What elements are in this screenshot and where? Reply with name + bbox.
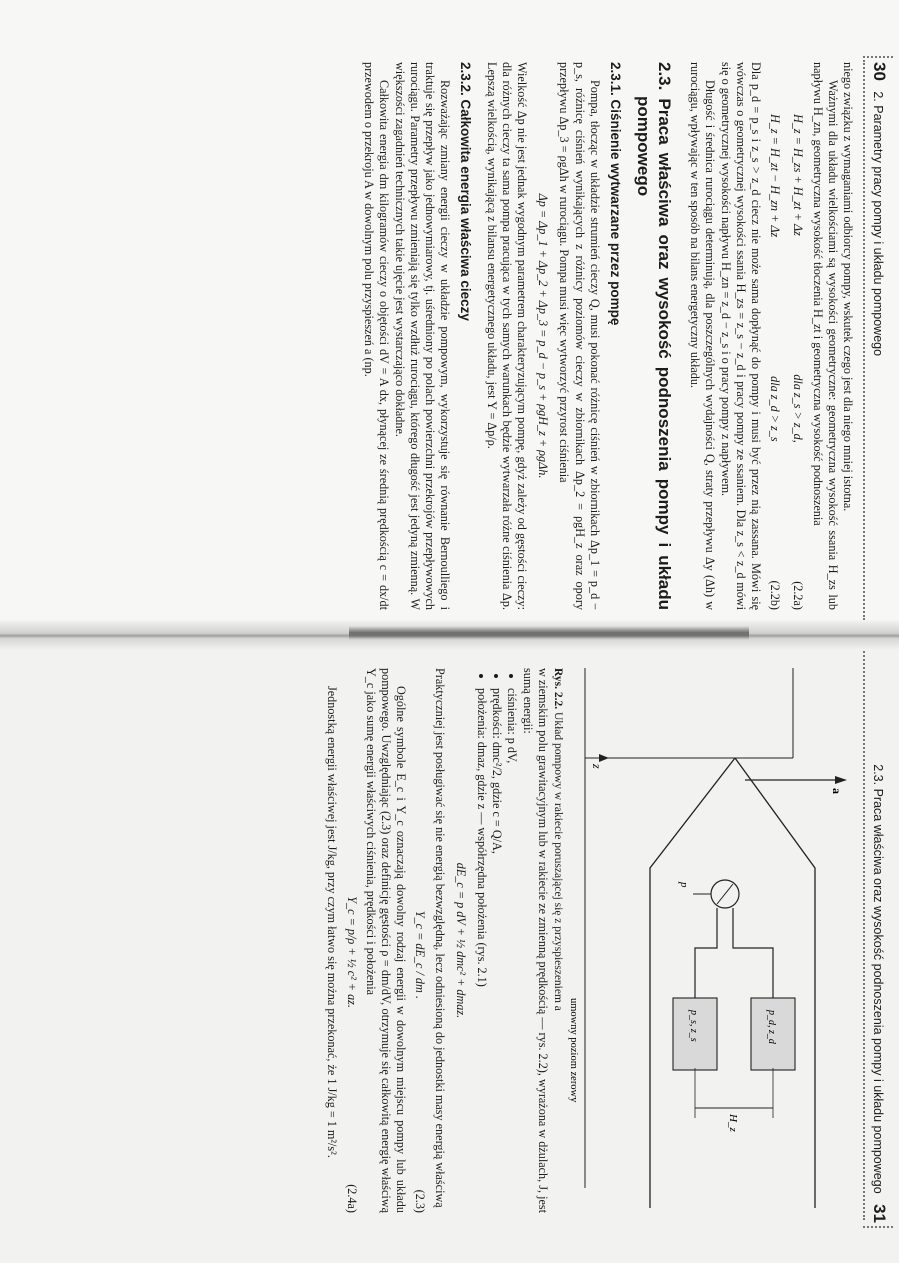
right-text-column — [324, 668, 855, 1213]
eq-2-4a-expr: Y_c = p/ρ + ½ c² + az. — [344, 896, 359, 1008]
figure-2-2 — [565, 668, 855, 1213]
equation-de: dE_c = p dV + ½ dmc² + dmaz. — [453, 862, 468, 1019]
para-total: Całkowita energia dm kilogramów cieczy o objętości dV = A dx, płynącej ze średnią prędkością c = dx/dt przewodem o przekroju A w dowolnym polu przyspieszeń a (np. — [362, 62, 392, 610]
pipe-to-bottom — [695, 908, 717, 998]
label-z: z — [590, 764, 604, 769]
para-pump: Pompa, tłocząc w układzie strumień cieczy Q, musi pokonać różnicę ciśnień w zbiornikach Δp_1 = p_d − p_s, różnicę ciśnień wynikających z różnicy poziomów cieczy w zbiornikach Δp_2 = ρgH_z oraz opory przepływu Δp_3 = ρgΔh w rurociągu. Pompa musi więc wytworzyć przyrost ciśnienia — [557, 62, 602, 610]
para-intro: niego związku z wymaganiami odbiorcy pompy, wskutek czego jest dla niego mniej istotna. — [841, 62, 855, 512]
equation-delta-p: Δp = Δp_1 + Δp_2 + Δp_3 = p_d − p_s + ρgH_z + ρgΔh. — [536, 193, 551, 479]
label-a: a — [830, 788, 844, 794]
eq-2-3-num: (2.3) — [413, 1189, 428, 1213]
left-running-head — [869, 62, 889, 356]
figure-caption — [550, 668, 565, 1213]
binding-shadow — [349, 626, 749, 640]
eq-2-3-expr: Y_c = dE_c / dm . — [413, 910, 428, 999]
para-important: Ważnymi dla układu wielkościami są wysokości geometryczne: geometryczna wysokość ssania H_zs lub napływu H_zn, geometryczna wysokość tłoczenia H_zt i geometryczna wysokość podnoszenia — [810, 62, 840, 610]
equation-2-4a — [339, 668, 362, 1213]
equation-2-2b — [763, 62, 786, 610]
pump-icon-stroke — [717, 884, 733, 904]
rocket-pump-diagram — [565, 668, 855, 1213]
caption-label: Rys. 2.2. — [552, 668, 564, 710]
eq-2-4a-num: (2.4a) — [344, 1184, 359, 1213]
para-unit: Jednostką energii właściwej jest J/kg, przy czym łatwo się można przekonać, że 1 J/kg = 1 m²/s². — [325, 686, 340, 1158]
right-dotted-rule — [863, 648, 865, 1220]
label-tank-bottom: p_s, z_s — [688, 1010, 699, 1042]
eq-2-2a-cond: dla z_s > z_d, — [791, 374, 806, 443]
para-practical: Praktyczniej jest posługiwać się nie energią bezwzględną, lecz odniesioną do jednostki masy energią właściwą — [432, 668, 447, 1208]
para-bernoulli: Rozważając zmiany energii cieczy w układzie pompowym, wykorzystuje się równanie Bernoulliego i traktuje się przepływ jako jednowymiarowy, tj. uśredniony po polach powierzchni przekrojów przepływowych rurociągu. Parametry przepływu zmieniają się tylko wzdłuż rurociągu, którego długość jest jedyną zmienną. W większości zagadnień technicznych takie ujęcie jest wystarczająco dokładne. — [392, 62, 453, 610]
energy-list — [474, 668, 520, 1213]
label-zero-level: umowny poziom zerowy — [568, 998, 579, 1103]
right-page-number: 31 — [870, 1204, 889, 1223]
left-text-column — [361, 62, 855, 610]
right-running-head-text: 2.3. Praca właściwa oraz wysokość podnoszenia pompy i układu pompowego — [871, 764, 885, 1194]
section-2-3-1-title: 2.3.1. Ciśnienie wytwarzane przez pompę — [607, 62, 623, 326]
para-delta-p: Wielkość Δp nie jest jednak wygodnym parametrem charakteryzującym pompę, gdyż zależy od gęstości cieczy: dla różnych cieczy ta sama pompa pracująca w tych samych warunkach będzie wytwarzała różne ciśnienia Δp. Lepszą wielkością, wynikającą z bilansu energetycznego układu, jest Y = Δp/ρ. — [484, 62, 529, 610]
equation-2-2a — [786, 62, 809, 610]
left-running-head-text: 2. Parametry pracy pompy i układu pompowego — [871, 91, 885, 357]
rocket-hull-top — [735, 758, 815, 1208]
right-page — [0, 632, 899, 1263]
list-item: • położenia: dmaz, gdzie z — współrzędna położenia (rys. 2.1) — [474, 688, 489, 1213]
para-field: w ziemskim polu grawitacyjnym lub w rakiecie ze zmienną prędkością — rys. 2.2), wyrażona w dżulach, J, jest sumą energii: — [520, 668, 550, 1213]
equation-2-3 — [408, 668, 431, 1213]
list-item: • prędkości: dmc²/2, gdzie c = Q/A, — [489, 688, 504, 1213]
caption-text: Układ pompowy w rakiecie poruszającej się z przyspieszeniem a — [552, 712, 564, 1011]
pipe-to-top — [733, 908, 773, 998]
section-2-3-2-title: 2.3.2. Całkowita energia właściwa cieczy — [458, 62, 474, 321]
eq-2-2b-expr: H_z = H_zt − H_zn + Δz — [768, 114, 783, 238]
eq-2-2a-num: (2.2a) — [791, 581, 806, 610]
z-axis-head — [599, 754, 609, 762]
rocket-hull-bottom — [650, 758, 735, 1208]
para-length: Długość i średnica rurociągu determinują, dla poszczególnych wydajności Q, straty przepływu Δy (Δh) w rurociągu, wpływając w ten sposób na bilans energetyczny układu. — [688, 62, 718, 610]
acceleration-arrow-head — [835, 776, 847, 784]
label-tank-top: p_d, z_d — [766, 1010, 777, 1044]
list-item: • ciśnienia: p dV, — [504, 688, 519, 1213]
eq-2-2b-num: (2.2b) — [768, 580, 783, 610]
label-hz: H_z — [727, 1114, 739, 1132]
para-pressure: Dla p_d = p_s i z_s > z_d ciecz nie może sama dopłynąć do pompy i musi być przez nią zassana. Mówi się wówczas o geometrycznej wysokości ssania H_zs = z_s − z_d i pracy pompy ze ssaniem. Dla z_s < z_d mówi się o geometrycznej wysokości napływu H_zn = z_d − z_s i o pracy pompy z napływem. — [718, 62, 763, 610]
eq-2-2a-expr: H_z = H_zs + H_zt + Δz — [791, 114, 806, 236]
section-2-3-title: 2.3. Praca właściwa oraz wysokość podnoszenia pompy i układu pompowego — [633, 62, 674, 610]
right-dotted-mark — [863, 1226, 893, 1228]
para-symbols: Ogólne symbole E_c i Y_c oznaczają dowolny rodzaj energii w dowolnym miejscu pompy lub układu pompowego. Uwzględniając (2.3) oraz definicję gęstości ρ = dm/dV, otrzymuje się całkowitą energię właściwą Y_c jako sumę energii właściwych ciśnienia, prędkości i położenia — [363, 668, 409, 1213]
left-page-number: 30 — [870, 62, 889, 81]
label-p: p — [678, 882, 690, 888]
left-dotted-mark — [863, 56, 893, 58]
right-running-head — [869, 764, 889, 1223]
left-dotted-rule — [863, 60, 865, 620]
eq-2-2b-cond: dla z_d > z_s — [768, 376, 783, 442]
